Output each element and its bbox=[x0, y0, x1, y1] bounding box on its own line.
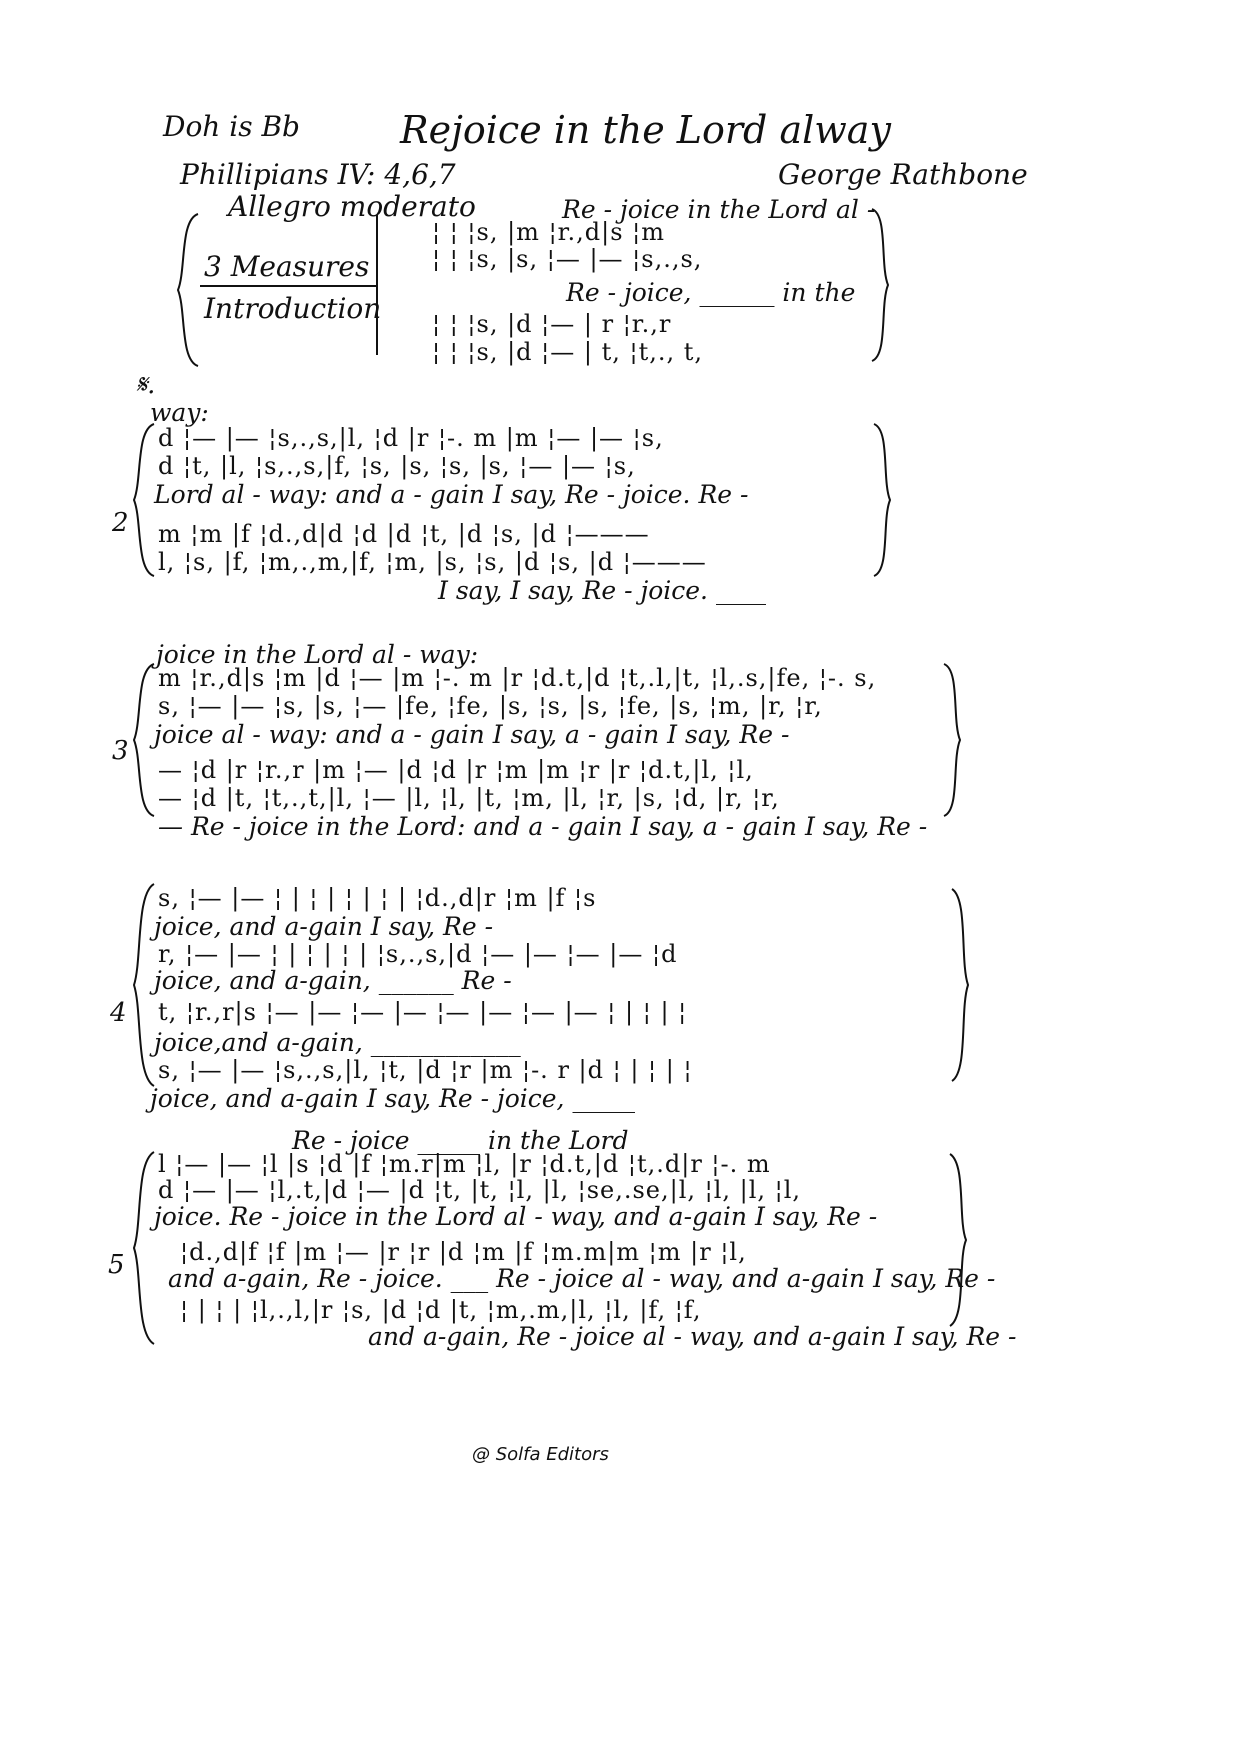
system-3-tenor: — ¦d |r ¦r.,r |m ¦— |d ¦d |r ¦m |m ¦r |r ¦d.t,|l, ¦l, bbox=[158, 756, 754, 784]
tempo-marking: Allegro moderato bbox=[228, 190, 476, 223]
system-3-lyric-bottom: — Re - joice in the Lord: and a - gain I say, a - gain I say, Re - bbox=[158, 812, 928, 841]
system-4-line-2: r, ¦— |— ¦ | ¦ | ¦ | ¦s,.,s,|d ¦— |— ¦— |— ¦d bbox=[158, 940, 678, 968]
system-1-bass: ¦ ¦ ¦s, |d ¦— | t, ¦t,., t, bbox=[432, 338, 704, 366]
system-5-lyric-mid: joice. Re - joice in the Lord al - way, and a-gain I say, Re - bbox=[154, 1202, 878, 1231]
system-2-soprano: d ¦— |— ¦s,.,s,|l, ¦d |r ¦-. m |m ¦— |— ¦s, bbox=[158, 424, 664, 452]
page-title: Rejoice in the Lord alway bbox=[400, 108, 891, 152]
composer: George Rathbone bbox=[778, 158, 1028, 191]
system-5-brace bbox=[128, 1148, 158, 1348]
system-1-right-brace bbox=[868, 205, 892, 365]
system-2-number: 2 bbox=[112, 508, 129, 538]
scripture-reference: Phillipians IV: 4,6,7 bbox=[180, 158, 456, 191]
system-1-soprano: ¦ ¦ ¦s, |m ¦r.,d|s ¦m bbox=[432, 218, 665, 246]
system-2-alto: d ¦t, |l, ¦s,.,s,|f, ¦s, |s, ¦s, |s, ¦— |— ¦s, bbox=[158, 452, 636, 480]
system-1-tenor: ¦ ¦ ¦s, |d ¦— | r ¦r.,r bbox=[432, 310, 672, 338]
system-2-lyric-top: way: bbox=[150, 398, 209, 427]
system-5-lyric-tenor: and a-gain, Re - joice. ___ Re - joice al - way, and a-gain I say, Re - bbox=[168, 1264, 996, 1293]
system-3-number: 3 bbox=[112, 736, 129, 766]
system-5-tenor: ¦d.,d|f ¦f |m ¦— |r ¦r |d ¦m |f ¦m.m|m ¦m |r ¦l, bbox=[180, 1238, 747, 1266]
system-5-bass: ¦ | ¦ | ¦l,.,l,|r ¦s, |d ¦d |t, ¦m,.m,|l, ¦l, |f, ¦f, bbox=[180, 1296, 702, 1324]
system-4-line-1: s, ¦— |— ¦ | ¦ | ¦ | ¦ | ¦d.,d|r ¦m |f ¦s bbox=[158, 884, 597, 912]
system-4-lyric-2: joice, and a-gain, ______ Re - bbox=[154, 966, 512, 995]
system-1-lyric-mid: Re - joice, ______ in the bbox=[566, 278, 856, 307]
system-3-lyric-top: joice in the Lord al - way: bbox=[156, 640, 479, 669]
system-1-alto: ¦ ¦ ¦s, |s, ¦— |— ¦s,.,s, bbox=[432, 245, 703, 273]
system-5-lyric-top: Re - joice _____ in the Lord bbox=[292, 1126, 629, 1155]
system-2-bass: l, ¦s, |f, ¦m,.,m,|f, ¦m, |s, ¦s, |d ¦s, |d ¦——— bbox=[158, 548, 707, 576]
system-5-soprano: l ¦— |— ¦l |s ¦d |f ¦m.r|m ¦l, |r ¦d.t,|d ¦t,.d|r ¦-. m bbox=[158, 1150, 771, 1178]
system-5-alto: d ¦— |— ¦l,.t,|d ¦— |d ¦t, |t, ¦l, |l, ¦se,.se,|l, ¦l, |l, ¦l, bbox=[158, 1176, 802, 1204]
system-4-line-4: s, ¦— |— ¦s,.,s,|l, ¦t, |d ¦r |m ¦-. r |d ¦ | ¦ | ¦ bbox=[158, 1056, 693, 1084]
system-2-lyric-mid: Lord al - way: and a - gain I say, Re - joice. Re - bbox=[154, 480, 749, 509]
system-2-right-brace bbox=[870, 420, 894, 580]
system-3-alto: s, ¦— |— ¦s, |s, ¦— |fe, ¦fe, |s, ¦s, |s, ¦fe, |s, ¦m, |r, ¦r, bbox=[158, 692, 823, 720]
system-3-soprano: m ¦r.,d|s ¦m |d ¦— |m ¦-. m |r ¦d.t,|d ¦t,.l,|t, ¦l,.s,|fe, ¦-. s, bbox=[158, 664, 877, 692]
intro-label: Introduction bbox=[204, 292, 382, 325]
system-4-number: 4 bbox=[110, 998, 127, 1028]
system-4-right-brace bbox=[948, 885, 972, 1085]
intro-measures: 3 Measures bbox=[204, 250, 370, 283]
system-4-lyric-1: joice, and a-gain I say, Re - bbox=[154, 912, 494, 941]
system-5-right-brace bbox=[946, 1150, 970, 1330]
key-signature: Doh is Bb bbox=[163, 110, 300, 143]
system-2-tenor: m ¦m |f ¦d.,d|d ¦d |d ¦t, |d ¦s, |d ¦——— bbox=[158, 520, 650, 548]
system-5-lyric-bass: and a-gain, Re - joice al - way, and a-gain I say, Re - bbox=[368, 1322, 1017, 1351]
intro-box-divider bbox=[200, 285, 376, 287]
system-3-lyric-mid: joice al - way: and a - gain I say, a - gain I say, Re - bbox=[154, 720, 790, 749]
system-3-bass: — ¦d |t, ¦t,.,t,|l, ¦— |l, ¦l, |t, ¦m, |l, ¦r, |s, ¦d, |r, ¦r, bbox=[158, 784, 780, 812]
system-3-right-brace bbox=[940, 660, 964, 820]
system-4-line-3: t, ¦r.,r|s ¦— |— ¦— |— ¦— |— ¦— |— ¦ | ¦ | ¦ bbox=[158, 998, 688, 1026]
footer-credit: @ Solfa Editors bbox=[472, 1444, 609, 1465]
system-2-lyric-bottom: I say, I say, Re - joice. ____ bbox=[438, 576, 766, 605]
system-4-lyric-4: joice, and a-gain I say, Re - joice, _____ bbox=[150, 1084, 635, 1113]
system-4-lyric-3: joice,and a-gain, ____________ bbox=[154, 1028, 521, 1057]
system-5-number: 5 bbox=[108, 1250, 125, 1280]
segno-icon: 𝄋. bbox=[136, 370, 156, 400]
system-1-lyric-top: Re - joice in the Lord al - bbox=[562, 195, 876, 224]
